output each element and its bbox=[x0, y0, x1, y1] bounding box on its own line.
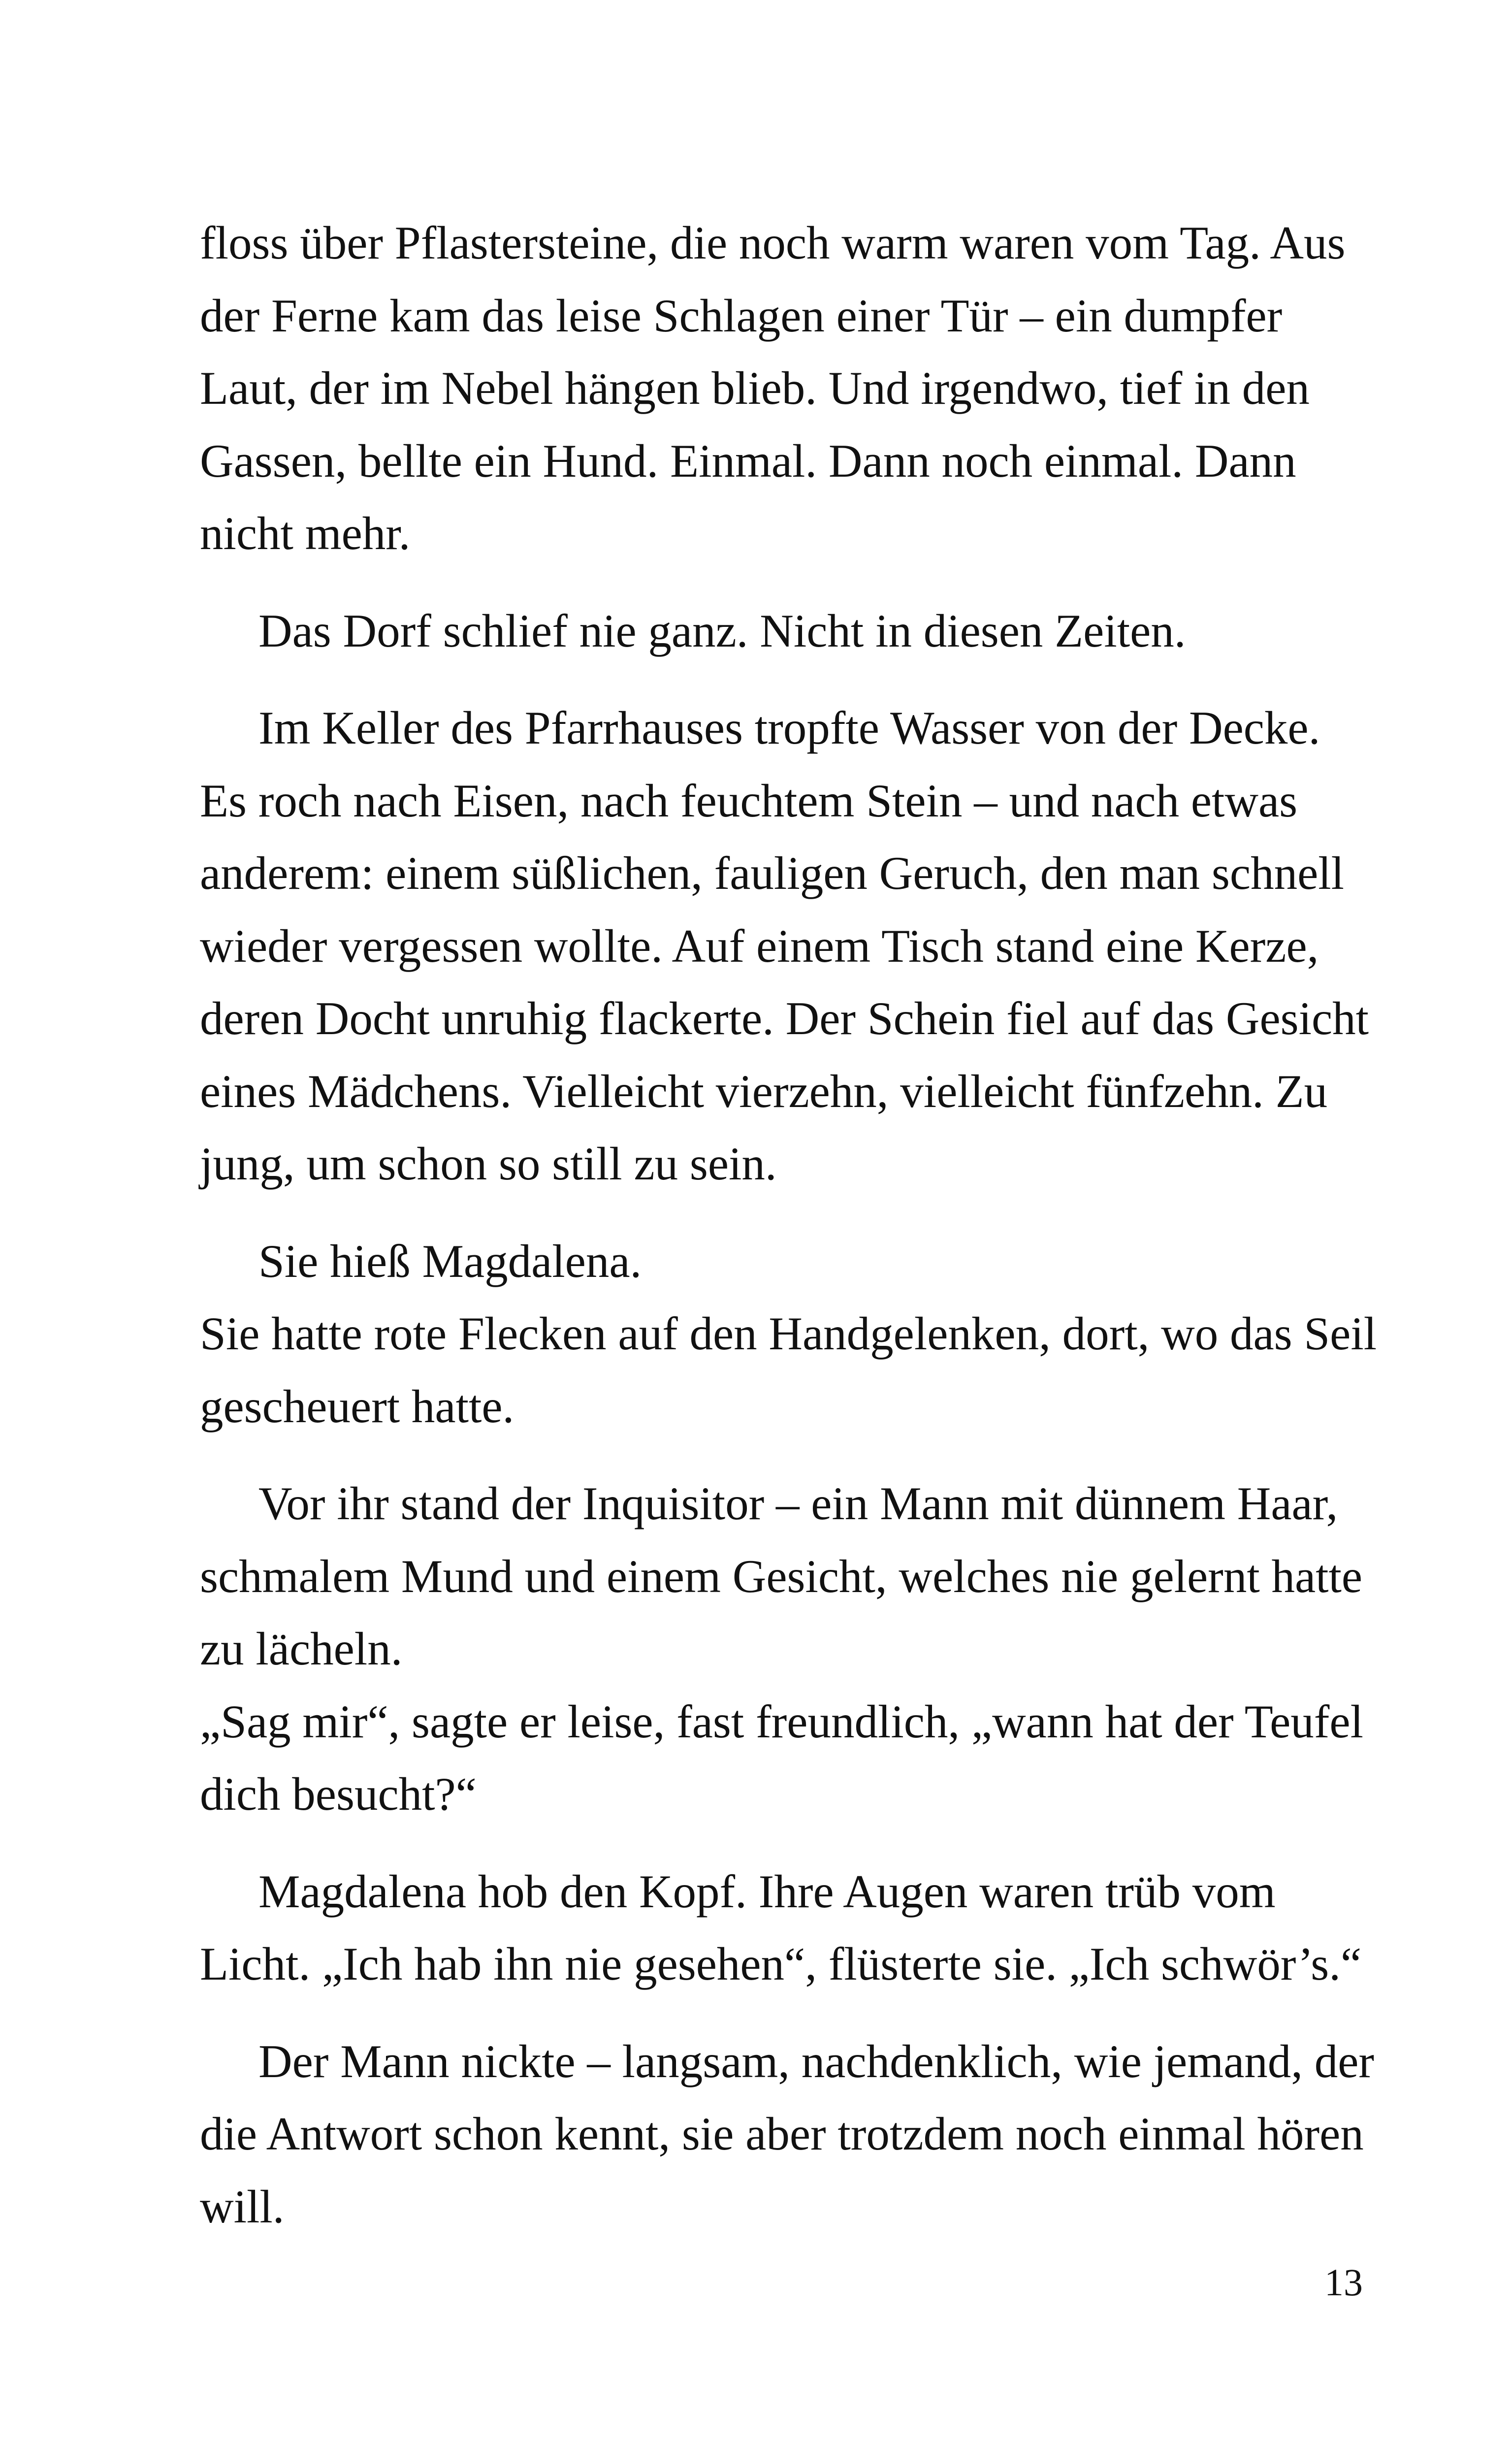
paragraph bbox=[200, 1467, 1362, 1686]
text-line: anderem: einem süßlichen, fauligen Geruch, den man schnell bbox=[200, 847, 1345, 899]
text-line: Vor ihr stand der Inquisitor – ein Mann mit dünnem Haar, bbox=[258, 1477, 1338, 1530]
paragraph bbox=[200, 1225, 1362, 1298]
text-line: Im Keller des Pfarrhauses tropfte Wasser von der Decke. bbox=[258, 702, 1320, 754]
text-line: Magdalena hob den Kopf. Ihre Augen waren trüb vom bbox=[258, 1865, 1276, 1918]
text-line: nicht mehr. bbox=[200, 507, 411, 559]
text-line: die Antwort schon kennt, sie aber trotzdem noch einmal hören bbox=[200, 2108, 1364, 2160]
paragraph bbox=[200, 595, 1362, 668]
paragraph bbox=[200, 207, 1362, 570]
paragraph bbox=[200, 2025, 1375, 2244]
text-line: schmalem Mund und einem Gesicht, welches nie gelernt hatte bbox=[200, 1550, 1363, 1602]
text-line: Laut, der im Nebel hängen blieb. Und irgendwo, tief in den bbox=[200, 362, 1310, 414]
text-line: Sie hatte rote Flecken auf den Handgelenken, dort, wo das Seil bbox=[200, 1307, 1377, 1360]
text-line: Sie hieß Magdalena. bbox=[258, 1235, 642, 1287]
text-line: Gassen, bellte ein Hund. Einmal. Dann noch einmal. Dann bbox=[200, 434, 1296, 487]
text-line: jung, um schon so still zu sein. bbox=[200, 1138, 777, 1190]
page-number: 13 bbox=[1324, 2261, 1363, 2304]
text-line: Licht. „Ich hab ihn nie gesehen“, flüsterte sie. „Ich schwör’s.“ bbox=[200, 1938, 1362, 1990]
text-line: wieder vergessen wollte. Auf einem Tisch stand eine Kerze, bbox=[200, 919, 1319, 972]
text-line: deren Docht unruhig flackerte. Der Schein fiel auf das Gesicht bbox=[200, 992, 1369, 1044]
text-line: Es roch nach Eisen, nach feuchtem Stein – und nach etwas bbox=[200, 774, 1298, 827]
paragraph bbox=[200, 1298, 1377, 1443]
paragraph bbox=[200, 692, 1369, 1201]
paragraph bbox=[200, 1856, 1362, 2001]
text-line: „Sag mir“, sagte er leise, fast freundlich, „wann hat der Teufel bbox=[200, 1695, 1363, 1748]
text-line: will. bbox=[200, 2180, 285, 2233]
text-line: gescheuert hatte. bbox=[200, 1380, 515, 1433]
text-line: der Ferne kam das leise Schlagen einer Tür – ein dumpfer bbox=[200, 289, 1283, 342]
paragraph bbox=[200, 1686, 1362, 1831]
body-text bbox=[200, 207, 1377, 2243]
text-line: eines Mädchens. Vielleicht vierzehn, vielleicht fünfzehn. Zu bbox=[200, 1065, 1328, 1117]
text-line: Der Mann nickte – langsam, nachdenklich, wie jemand, der bbox=[258, 2035, 1375, 2087]
text-line: floss über Pflastersteine, die noch warm waren vom Tag. Aus bbox=[200, 217, 1346, 269]
text-line: Das Dorf schlief nie ganz. Nicht in diesen Zeiten. bbox=[258, 604, 1186, 657]
text-line: dich besucht?“ bbox=[200, 1768, 477, 1820]
text-line: zu lächeln. bbox=[200, 1623, 403, 1675]
